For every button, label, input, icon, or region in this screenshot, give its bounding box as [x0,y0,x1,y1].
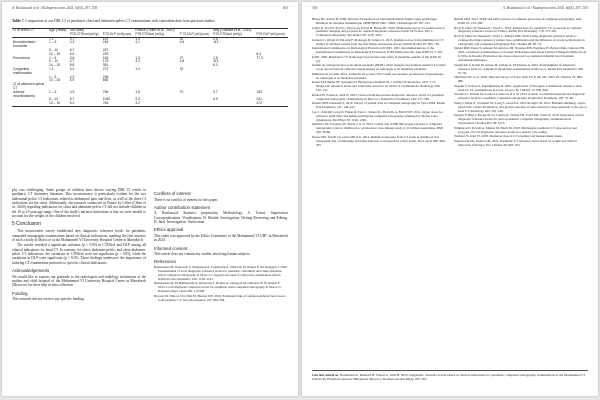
left-journal-header: A. Boulaassal et al / Radioprotection 2025, 60(4), 297–305 [12,6,98,10]
table7-cell: 5 – 10 [49,97,59,102]
table7-row [12,102,288,106]
right-journal-header: A. Boulaassal et al / Radioprotection 2025, 60(4), 297–305 [502,6,588,10]
table7-cell: 4.3 [69,74,75,79]
table7-cell: 764 [102,102,135,106]
reference-item: Vassileva J, Rehani M, Kostova-Lefterova D et al. 2015. A study to establish international diagnostic reference levels for paediatric computed tomography. Radiat Prot Dosimetry 165: 70–80. [454,92,586,101]
reference-item: Célier D, Roch P, Etard C, Ducou Le Pointe H, Brisse HJ. 2020. Multicentre survey on patient dose in paediatric imaging and proposal for updated diagnostic reference levels for France. Part 1: Computed tomography. Eur Radiol 30: 1156–1165. [312,25,445,38]
conclusion-paragraph-1: This monocentric survey established new diagnostic reference levels for paediatric computed tomography examinations based on clinical indications, marking the first instance of such a study in Morocco at the Mohammed VI University Hospital Centre in Marrakech. [12,229,146,243]
table7-cell: 241 [256,97,262,102]
table7-cell: 236 [102,74,109,79]
ethics-text: This study was approved by the Ethics Committee of the Mohammed VI UHC in Marrakech in 2024. [154,233,288,243]
table7-cell: 786 [102,89,109,94]
table7-cell [12,102,48,106]
table7-cell: 6.3 [256,51,261,56]
table7-cell: Adrenal neuroblastoma [13,89,35,98]
table7-cell: 183 [102,55,109,60]
reference-item: Bennessassi M, Dasbouch S, Maghraoui A, Lemmouni A, Tahiri M, El Ouazni F, Ait Ouaggou I. 2020. Establishment of local diagnostic reference levels for paediatric abdominal and chest-abdomen-pelvis computed tomography in Morocco: suggests the need for improved optimisation efforts. Radiat Protect Dosimetry 190: 1129–1141. [154,264,288,281]
table7-cell: 6.3 [213,63,218,68]
table7-cell: 656 [102,78,109,83]
th-r1-c2: Our study [69,29,102,33]
cite-this-article [312,370,588,381]
table7-cell: 5.9 [69,78,75,83]
table7-cell: 4.9 [69,89,75,94]
table7-cell [212,102,255,106]
conflicts-title: Conflicts of interest [154,191,191,196]
table7-cell: 6.0 [69,51,75,56]
th-r1-c4: France (Célier et al., 2020) [134,29,178,33]
table7-cell: 1.4 [135,66,140,71]
reference-item: Rehani MM. 2012. ICRP and IAEA actions on radiation protection in computed tomography. Ann ICRP 41: 154–160. [454,18,582,25]
table7-cell: 272 [102,66,109,71]
table7-cell: 5.7 [69,97,75,102]
table7-cell: 113 [213,40,219,45]
left-col1 [12,188,146,366]
reference-item: Waterworth DS, Ghafoor M. 2021. Paediatric CT reference doses based on weight and clinical indication in Europe. Eur J Radiol 40: 693–703. [454,138,577,147]
th-r2-c7: P75 DLP (mGy.cm) [255,33,288,37]
table7-cell: 4.1 [135,40,140,45]
table7-cell: 372 [255,102,288,106]
table7-cell: 4.2 [135,59,140,64]
table7-cell: 175 [102,59,109,64]
reference-item: Weiland JS, Kim FJ. 2003. Radiation dose in CT scanning and measurement issues. [454,134,563,139]
reference-item: Roch P, Célier D, Dessaud C, Etard C. 2018. Patient dose for paediatric CT: proposals for updated diagnostic reference levels for France. Radiat Prot Dosimetry 178: 275–281. [454,25,582,34]
reference-item: Roch P, Célier D, Dessaud C, Etard C, Rehani MM. 2018. Using diagnostic reference levels to evaluate the improvement of patient dose optimisation and the influence of recent technologies in radiography and computed tomography. Eur J Radiol 98: 68–74. [454,34,585,46]
table7-cell: < 1 [49,36,54,41]
table7-cell: 3.6 [179,40,185,45]
table7-cell: 119 [102,36,109,41]
th-r2-c5: P 75 DLP (mGy.cm) [179,33,212,37]
table7-cell: 4.8 [179,59,185,64]
table7-cell: 3.4 [69,66,75,71]
table7-cell: 183 [256,89,262,94]
reference-item: Khaled H, Youssi A, Jalal H. 2023. Clinical indication-based diagnostic reference levels for paediatric computed tomography examinations in Morocco. Radiat Prot Dosimetry 199: 577–585. [312,92,445,101]
table7-caption-label: Table 7. [12,19,25,23]
reference-item: Tsapaki V, Kottou S, Papadimitriou D. 2001. Application of European Commission reference dose levels in CT examinations in Crete, Greece. Br J Radiol 74: 836–840. [454,83,582,92]
table7-cell: 3.2 [134,102,178,106]
author-contribution-text: A. Boulaassal: Statistics preparation, Methodology. A. Youssi: Supervision Conceptualization, Visualization. H. Khaled: Investigation, Writing Reviewing and Editing. H. Jalal: Investigation, Verification. [154,211,288,225]
table7-cell [179,83,212,91]
table7-cell: 5 – 10 [49,47,59,52]
right-running-header [312,6,588,10]
reference-item: Bennessassi M, El Hammoumi A, Dasbouch S, Bouhra A, Ouaggou M, Oubadda H, El Ouazni F. 2023. Local diagnostic reference levels for paediatric chest computed tomography in Morocco. Radiation Phys Chem 209: 110 960. [154,281,282,294]
reference-item: Sengdouth S, Kahal M, Amour B, Chéder A, El Kharras A. 2022. Establishment of diagnostic reference level for computed tomography examinations in Morocco. Radiat Prot Dosimetry 198: 52–59. [454,62,584,75]
table7-cell: 70 [179,89,184,94]
consent-text: This article does not contain any studies involving human subjects. [154,252,251,257]
reference-item: Wang J, Duan X, Christner JA, Leng S, Grant KL, McCollough CH. 2012. Bismuth shielding, organ-based tube current modulation, and global reduction of tube current for dose reduction to the eye at head CT. Radiology 262: 191–198. [454,100,587,113]
table7-cell: 10 – 15 [48,102,69,106]
table7-cell: 2.4 [135,97,140,102]
section-conclusion-title: 5 Conclusion [12,221,41,228]
reference-item: Lee C, Kim KP, Long D, Fisher R, Tien C, Simon SL, Bouville A, Bolch WE. 2011. Organ doses for reference adult male and female undergoing computed tomography estimated by Monte Carlo simulations. Med Phys 38: 1196–1206. [312,109,443,122]
cite-label: Cite this article as: [312,373,340,377]
table7-cell: 1.4 [135,36,140,41]
table7-cell: 77.3 [256,55,263,60]
references-title: References [154,259,176,265]
reference-item: International Commission on Radiological Protection (ICRP). 1991. Recommendations of the International Commission on Radiological Protection. ICRP Publication 60. Ann ICRP 21: 1–201. [312,46,444,55]
table7-cell: 1 – 5 [49,74,57,79]
right-page-number: 304 [312,6,318,10]
table7-cell: 6.9 [213,97,218,102]
reference-item: Mathews JD, Forsythe AV, Brady Z et al. 2013. Cancer risk in 680 000 people exposed to computed tomography scans in childhood or adolescence: data linkage study of 11 million Australians. BMJ 346: f2360. [312,122,444,135]
table7-cell [212,83,255,91]
reference-item: Samad MM, Dastu S, Amsoni M, Amowe JM, Nguatsu MN, Ngaimoe H, Boben Olufe, Amowe NN. 2021. Grandeurs dosimétriques en Scanner Pédiatrique dans Deux Centres d'Imagerie Médicale de la Ville de Douala: Évaluation des doses reçues par la population infantile lors d'examens tomodensitométriques. [454,46,587,63]
table7 [12,28,288,107]
table7-cell: 10 – 15 [49,51,60,56]
table7-cell: 257 [102,47,109,52]
table7-cell: 4.7 [69,59,75,64]
reference-item: Wilkinson E, Rowell A, Mundo M, Hardi M. 2019. Multicentre paediatric CT dose survey and proposal of local diagnostic reference levels in a tertiary care setting. [454,125,577,134]
table7-cell: 5 – 10 [49,59,59,64]
reference-item: Kanal KM, Butler PF, Sengupta D, Bhargavan-Chatfield M, Coombs LP, Morin RL. 2017. U.S. Diagnostic reference levels and achievable doses for 10 adult CT examinations. Radiology 284: 120–133. [312,80,441,93]
th-r1-c1: Age (Years) [48,29,69,33]
author-contribution-title: Author contribution statement [154,204,211,210]
table7-cell: 6.8 [69,63,75,68]
funding-title: Funding [12,290,28,296]
reference-item: ICRP. 1996. Publication 73: Radiological protection and safety in medicine. Annals of the ICRP 26 (2). [312,54,441,63]
reference-item: Ministère de la santé. 2012. Arrêté du 24 octobre 2011 relatif aux niveaux de référence diagnostiques en radiologie et en médecine nucléaire. [312,71,444,80]
table7-body [12,37,288,106]
reference-item: Kharita MH, Khazzam S. 2010. Survey of patient dose in computed tomography in Syria 2009. Radiat Prot Dosimetry 141: 149–161. [312,101,446,110]
table7-cell: 5.7 [69,47,75,52]
reference-item: Shrimpton PC et al. 2006. National survey of doses from CT in the UK: 2003. Br J Radiol 79: 968–980. [454,75,584,84]
table7-cell: 27 [179,55,184,60]
table7-cell [255,68,288,76]
cite-text: Boulaassal A, Khaleed H, Youssi A, Jalal H. 2025. Diagnostic reference levels based on clinical indications for paediatric computed tomography examinations at the Mohammed VI University Hospital Centre in Marrakech, Morocco. Radioprotection 60(4): 297–305. [312,373,585,382]
body-paragraph: phy was challenging. Some groups of children have shown varying DRL CI results in paediatric CT dosimetry literature. This inconsistency is particularly evident for the two abdominal-pelvic CI indications related to abdominal pain and ileus, as well as the three CI indications for the chest. Additionally, the research conducted in France by Célier (Célier et al., 2020) regarding indications for chest and abdomen-pelvis CT did not include children in the 10 to 15-year age range. One of the study's intrinsic limitations is that we were unable to account for the weight of the children involved. [12,188,146,219]
table7-cell: 218 [102,40,109,45]
acknowledgements-text: We would like to express our gratitude to the radiologists and radiology technicians of the mother and child hospital of the Mohammed VI University Hospital Centre in Marrakech (Morocco) for their help in data collection. [12,274,146,288]
conflicts-text: There is no conflict of interest for this paper. [154,197,219,202]
table7-cell: 1 – 5 [49,40,57,45]
table7-cell: 3.7 [69,36,75,41]
table7-cell: 4.2 [69,40,75,45]
reference-item: Pearce MS, Salotti JA, Little MP et al. 2012. Radiation exposure from CT scans in childhood and subsequent risk of leukaemia and brain tumours: a retrospective cohort study. The Lancet 380: 499–505. [312,134,446,147]
table7-cell [255,41,288,49]
table7-cell: 113 [213,59,219,64]
table7-cell: 1082 [102,97,111,102]
acknowledgements-title: Acknowledgements [12,268,50,274]
table7-cell: 33 [179,66,184,71]
table7-cell: 1 – 5 [49,89,57,94]
funding-text: This research did not receive any specific funding. [12,297,85,302]
table7-caption [12,19,290,23]
left-page-number: 303 [282,6,288,10]
reference-item: Brisse HJ, Aubert B. 2009. Niveaux d'exposition en tomodensitométrie multicoupes pédiatrique: Résultats de l'enquête dosimétrique SFIPP/IRSN 2007–2008. J Radiologie 90: 207–215. [312,18,438,25]
table7-cell: 1.8 [135,89,140,94]
table7-cell [134,83,178,91]
th-r2-c3: P75 DLP (mGy.cm) [102,33,135,37]
table7-cell: 3.6 [69,55,75,60]
right-col2-references [454,18,588,366]
conclusion-paragraph-2: The results revealed a significant variation (p < 0.05) in CTDIvol and DLP among all clinical indications for head CT. In contrast, for chest, abdomen-pelvis, and chest-abdomen-pelvis CT indications, the variations in CTDIvol were not significant (p > 0.05), while the variations in DLP were significant (p < 0.05). These findings underscore the importance of tailoring CT examination protocols to specific clinical indications. [12,243,146,265]
table7-cell: 77.3 [256,36,263,41]
table7-cell: 6.2 [69,102,102,106]
consent-title: Informed consent [154,245,188,251]
table7-cell [212,68,255,76]
left-page [2,2,298,396]
table7-cell: 351 [102,63,109,68]
left-running-header [12,6,288,10]
table7-cell: 2.5 [213,36,218,41]
reference-item: Brower DJ, Elmore CD, Hall EJ, Berdon WE. 2001. Estimated risks of radiation-induced fatal cancer from pediatric CT. Am J Roentgenol 176: 289–296. [154,293,286,302]
th-r2-c6: P75 CTDIvol (mGy) [212,33,255,37]
right-page [302,2,598,396]
table7-cell: CI of abdomen-pelvis CT [13,82,45,90]
reference-item: Institut de radioprotection et de sûreté nucléaire (IRSN). 2012. Analyse des données relatives à la mise à jour des niveaux de référence diagnostiques en radiologie et en médecine nucléaire. [312,63,446,72]
table7-cell: 2.5 [213,55,218,60]
right-col1-references [312,18,446,366]
table7-cell: Congenital malformation [13,66,33,75]
ethics-title: Ethics approval [154,227,184,233]
table7-cell: 10 – 15 [49,63,60,68]
reference-item: Wagner F, Bize J, Racine D, Le Coultre R, Verdun FR, Trueb PR, Treier R. 2018. Derivation of new diagnostic reference levels for neuro-paediatric computed tomography examinations in Switzerland. J Radiol Prot 38: 1013. [454,113,584,126]
table7-cell: 230 [102,51,109,56]
table7-cell: 5.7 [213,89,218,94]
th-r1-c6: Italy (Granata et al., 2015) [212,29,255,33]
table7-cell: 1 – 5 [49,55,57,60]
table7-cell: 10 – 15 [49,78,60,83]
reference-item: Granata C, Origgi D, Palorini F, Matranga D, Salerno S. 2015. Radiation dose from multidetector CT studies in children: results from the first Italian nationwide survey. Pediatr Radiol 45: 695–705. [312,37,444,46]
th-r2-c4: P75 CTDIvol (mGy) [134,33,178,37]
table7-cell [179,102,212,106]
left-col2 [154,188,288,366]
table7-caption-text: Comparison of our DRL CI of paediatric chest and abdomen-pelvis CT examinations with equivalent data from previous studies. [25,19,216,23]
table7-cell: Pneumonia [13,55,30,60]
th-r2-c2: P75 CTDIvol (mGy) [69,33,102,37]
table7-cell: Bronchiectasis / bronchitis [13,40,37,49]
th-r1-c0: CI of chest CT [12,29,48,33]
table7-cell: 30 [179,36,184,41]
table7-cell: 1.3 [135,55,140,60]
table7-cell: < 1 [49,66,54,71]
